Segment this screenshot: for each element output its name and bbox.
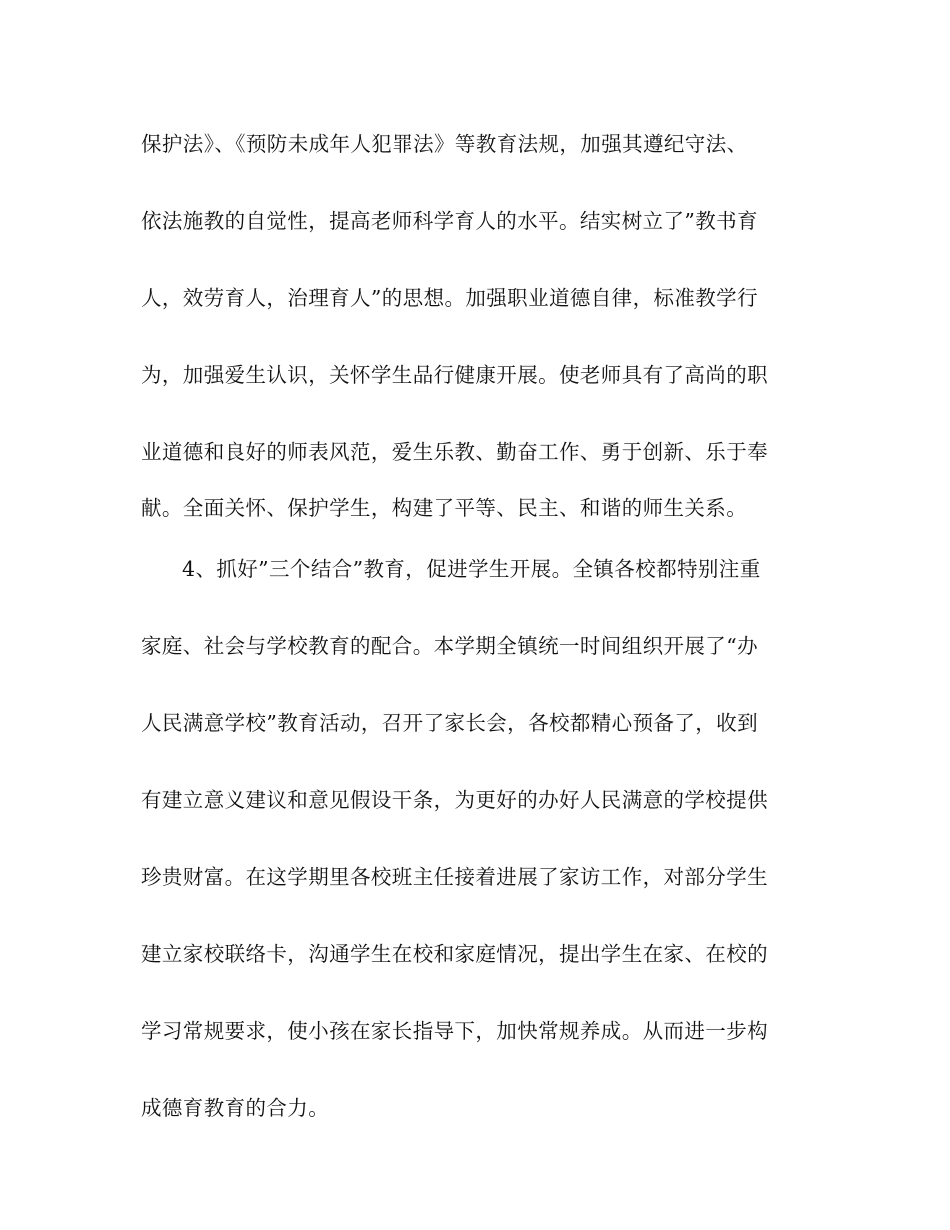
text-line: 家庭、社会与学校教育的配合。本学期全镇统一时间组织开展了“办 [141,634,758,658]
text-line: 依法施教的自觉性，提高老师科学育人的水平。结实树立了”教书育 [141,209,758,233]
text-line: 学习常规要求，使小孩在家长指导下，加快常规养成。从而进一步构 [141,1019,768,1043]
text-line: 建立家校联络卡，沟通学生在校和家庭情况，提出学生在家、在校的 [141,942,768,966]
text-line: 为，加强爱生认识，关怀学生品行健康开展。使老师具有了高尚的职 [141,363,768,387]
text-line: 人民满意学校”教育活动，召开了家长会，各校都精心预备了，收到 [141,711,758,735]
text-line: 献。全面关怀、保护学生，构建了平等、民主、和谐的师生关系。 [141,496,748,520]
paragraph-start-line: 4、抓好”三个结合”教育，促进学生开展。全镇各校都特别注重 [182,557,761,581]
text-line: 人，效劳育人，治理育人”的思想。加强职业道德自律，标准教学行 [141,286,758,310]
text-line: 成德育教育的合力。 [141,1096,330,1120]
text-line: 业道德和良好的师表风范，爱生乐教、勤奋工作、勇于创新、乐于奉 [141,440,768,464]
text-line: 有建立意义建议和意见假设干条，为更好的办好人民满意的学校提供 [141,788,768,812]
text-line: 保护法》、《预防未成年人犯罪法》等教育法规，加强其遵纪守法、 [141,132,748,156]
text-line: 珍贵财富。在这学期里各校班主任接着进展了家访工作，对部分学生 [141,865,768,889]
